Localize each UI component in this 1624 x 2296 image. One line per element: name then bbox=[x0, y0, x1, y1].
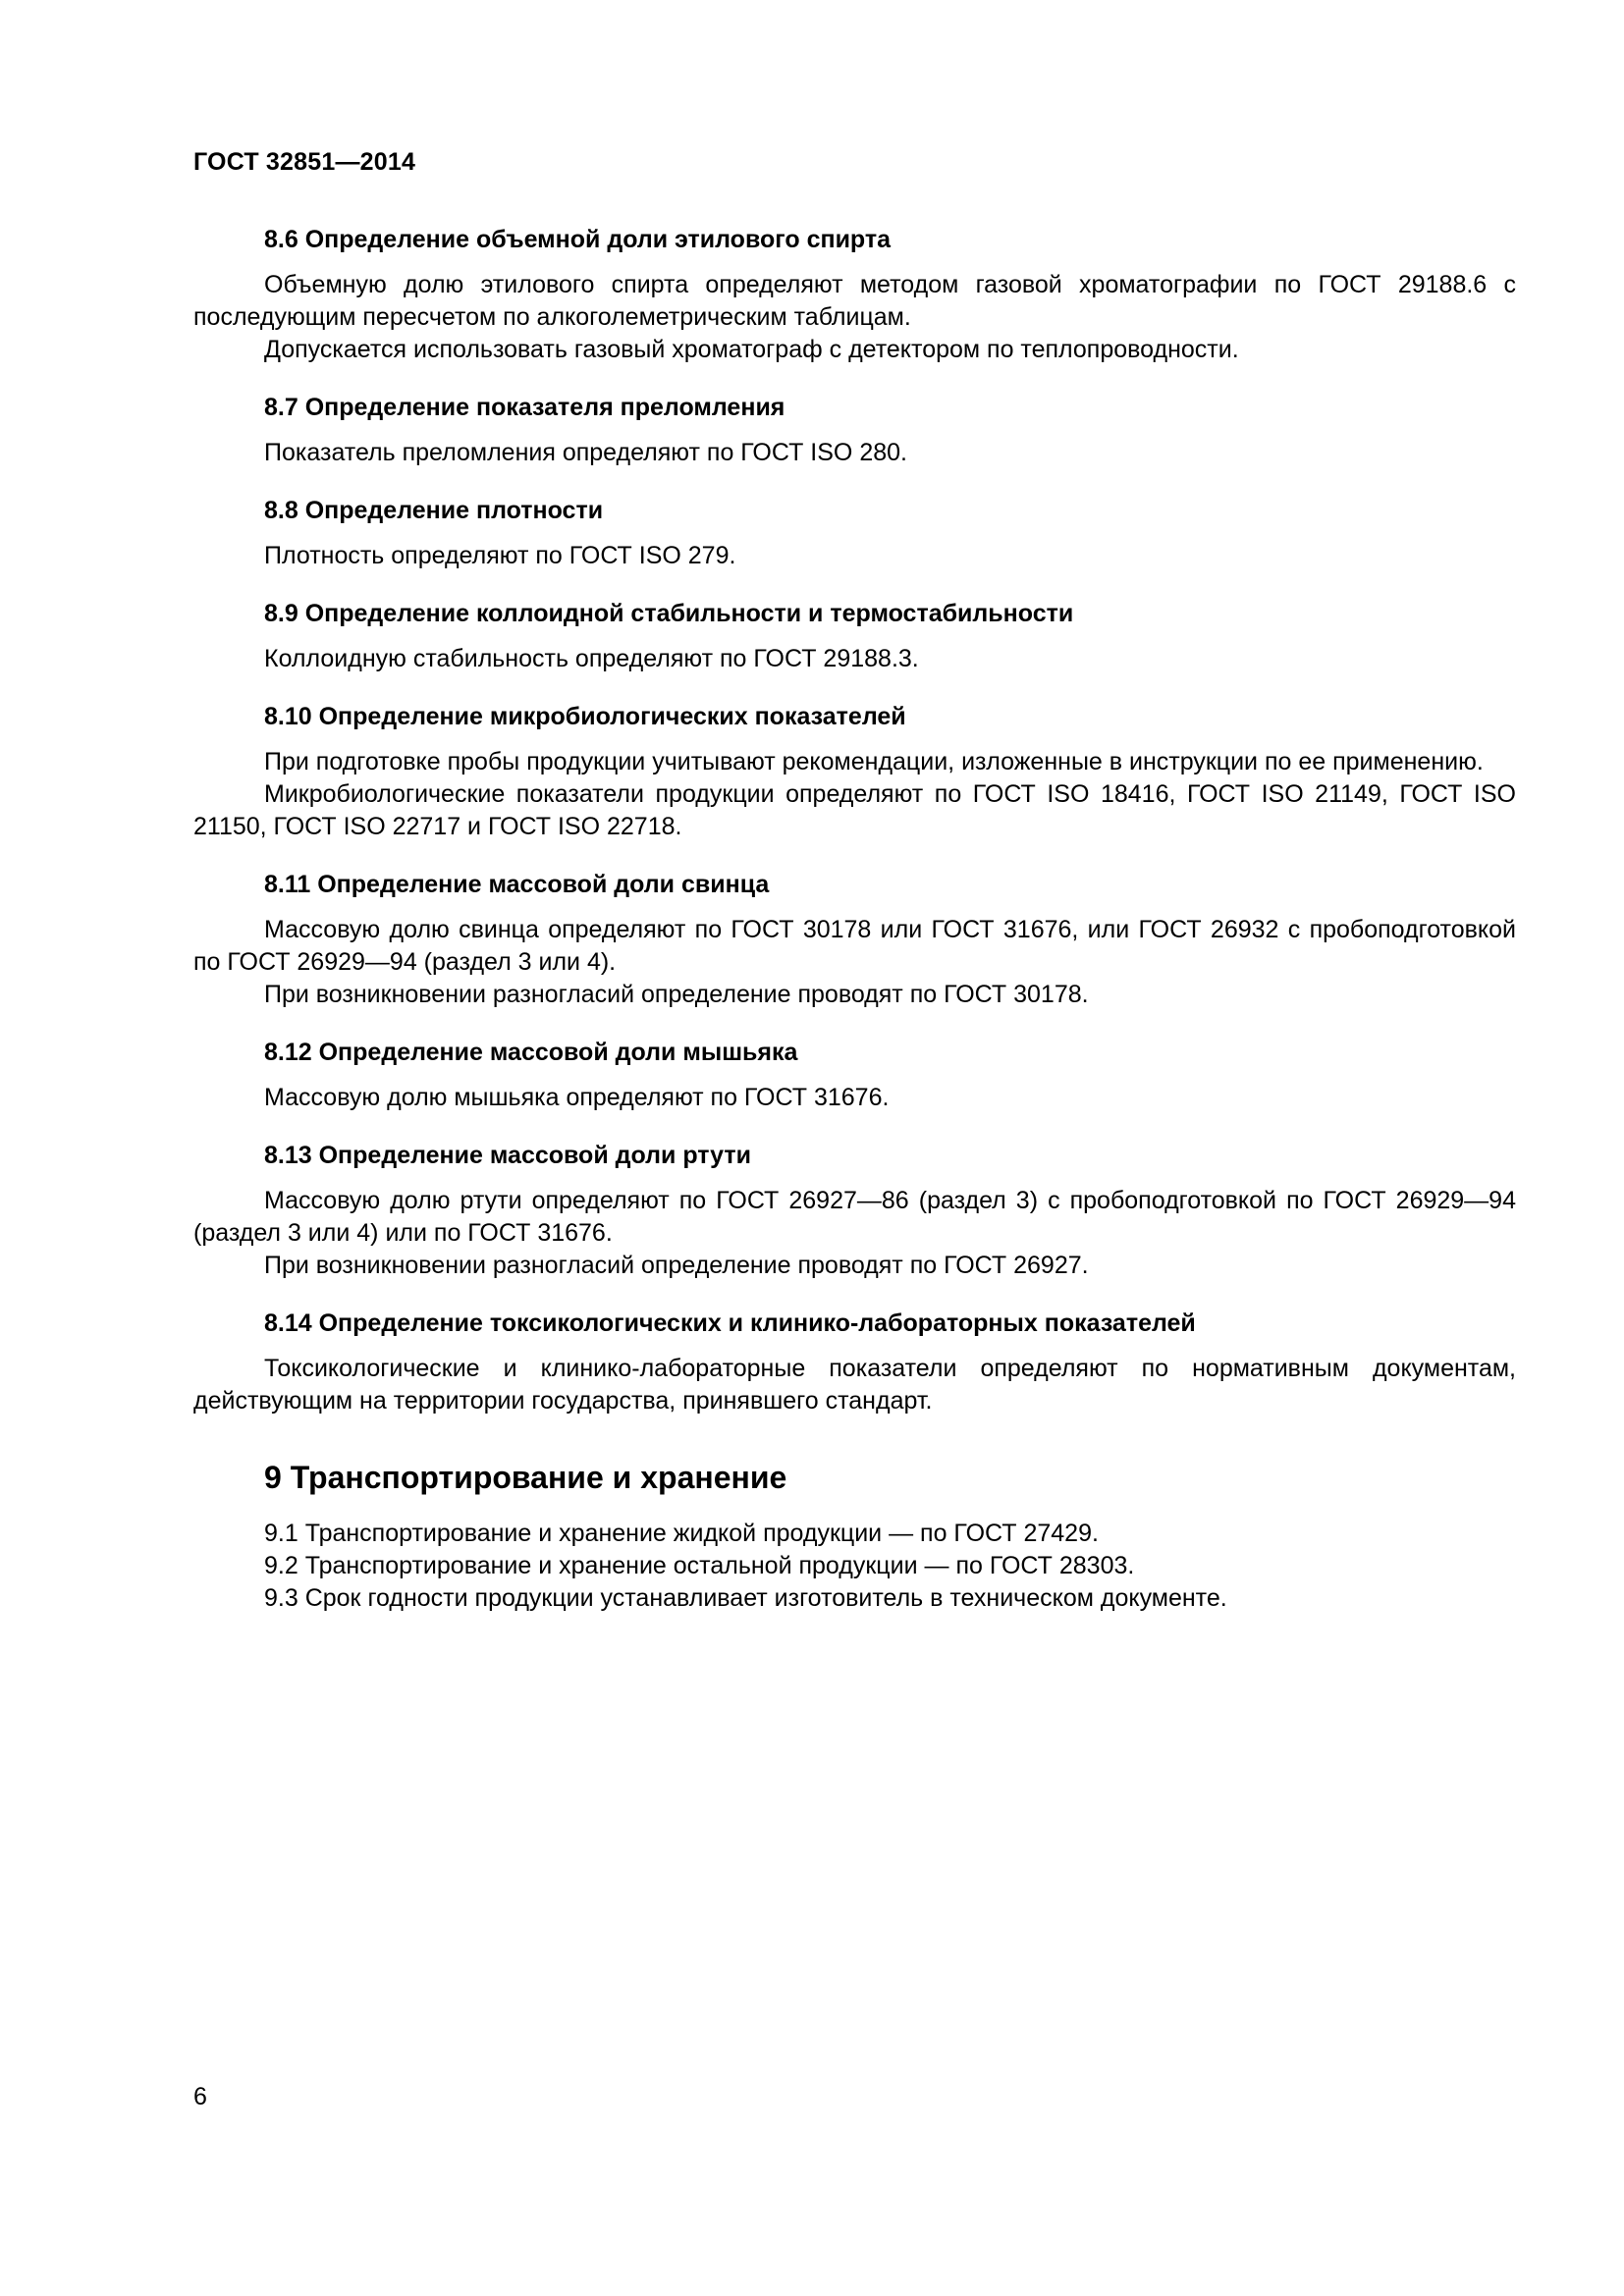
paragraph: Токсикологические и клинико-лабораторные показатели определяют по нормативным документам, действующим на территории государства, принявшего стандарт. bbox=[193, 1355, 1516, 1415]
section-heading: 8.6 Определение объемной доли этилового спирта bbox=[264, 226, 892, 253]
section-heading: 8.8 Определение плотности bbox=[264, 497, 604, 524]
chapter-heading: 9 Транспортирование и хранение bbox=[264, 1460, 787, 1495]
section-8-10 bbox=[193, 699, 1516, 843]
document-id-header: ГОСТ 32851—2014 bbox=[193, 148, 416, 176]
section-heading: 8.10 Определение микробиологических показателей bbox=[264, 703, 906, 730]
paragraph: 9.2 Транспортирование и хранение остальной продукции — по ГОСТ 28303. bbox=[264, 1552, 1135, 1579]
section-heading: 8.14 Определение токсикологических и клинико-лабораторных показателей bbox=[264, 1309, 1196, 1337]
section-8-9 bbox=[193, 596, 1516, 675]
paragraph: Показатель преломления определяют по ГОСТ ISO 280. bbox=[264, 439, 907, 466]
section-8-8 bbox=[193, 493, 1516, 572]
document-body bbox=[193, 222, 1516, 1615]
paragraph: 9.3 Срок годности продукции устанавливает изготовитель в техническом документе. bbox=[264, 1584, 1227, 1612]
paragraph: Допускается использовать газовый хроматограф с детектором по теплопроводности. bbox=[264, 336, 1239, 363]
paragraph: При возникновении разногласий определение проводят по ГОСТ 30178. bbox=[264, 981, 1089, 1008]
section-8-13 bbox=[193, 1138, 1516, 1282]
paragraph: При возникновении разногласий определение проводят по ГОСТ 26927. bbox=[264, 1252, 1089, 1279]
paragraph: Массовую долю ртути определяют по ГОСТ 26927—86 (раздел 3) с пробоподготовкой по ГОСТ 26929—94 (раздел 3 или 4) или по ГОСТ 31676. bbox=[193, 1187, 1516, 1247]
paragraph: Коллоидную стабильность определяют по ГОСТ 29188.3. bbox=[264, 645, 919, 672]
paragraph: При подготовке пробы продукции учитывают рекомендации, изложенные в инструкции по ее применению. bbox=[264, 748, 1484, 775]
section-heading: 8.11 Определение массовой доли свинца bbox=[264, 871, 770, 898]
paragraph: Массовую долю мышьяка определяют по ГОСТ 31676. bbox=[264, 1084, 890, 1111]
section-8-11 bbox=[193, 867, 1516, 1011]
section-8-7 bbox=[193, 390, 1516, 469]
section-heading: 8.9 Определение коллоидной стабильности и термостабильности bbox=[264, 600, 1074, 627]
section-heading: 8.12 Определение массовой доли мышьяка bbox=[264, 1039, 798, 1066]
section-heading: 8.7 Определение показателя преломления bbox=[264, 394, 785, 421]
section-8-12 bbox=[193, 1035, 1516, 1114]
paragraph: Плотность определяют по ГОСТ ISO 279. bbox=[264, 542, 736, 569]
section-9 bbox=[193, 1457, 1516, 1615]
section-8-6 bbox=[193, 222, 1516, 366]
paragraph: Объемную долю этилового спирта определяют методом газовой хроматографии по ГОСТ 29188.6 с последующим пересчетом по алкоголеметрическим таблицам. bbox=[193, 271, 1516, 331]
paragraph: Массовую долю свинца определяют по ГОСТ 30178 или ГОСТ 31676, или ГОСТ 26932 с пробоподготовкой по ГОСТ 26929—94 (раздел 3 или 4). bbox=[193, 916, 1516, 976]
paragraph: 9.1 Транспортирование и хранение жидкой продукции — по ГОСТ 27429. bbox=[264, 1520, 1099, 1547]
paragraph: Микробиологические показатели продукции определяют по ГОСТ ISO 18416, ГОСТ ISO 21149, ГОСТ ISO 21150, ГОСТ ISO 22717 и ГОСТ ISO 22718. bbox=[193, 780, 1516, 840]
section-8-14 bbox=[193, 1306, 1516, 1417]
section-heading: 8.13 Определение массовой доли ртути bbox=[264, 1142, 751, 1169]
page-number: 6 bbox=[193, 2083, 207, 2110]
